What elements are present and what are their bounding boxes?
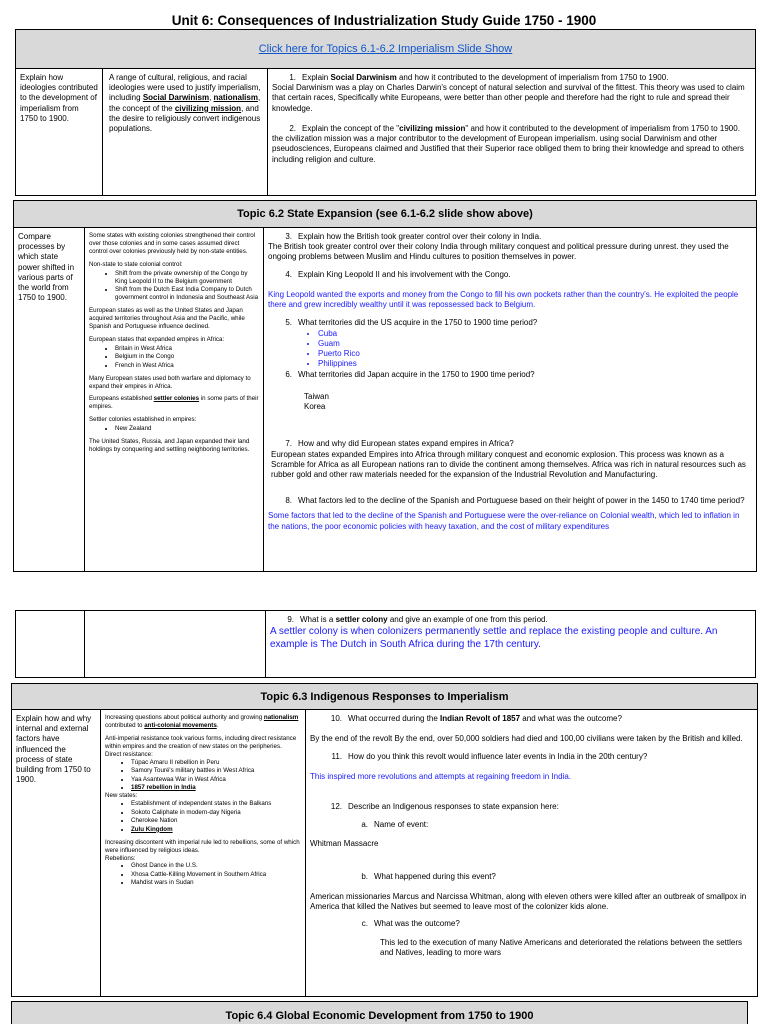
answer-1: Social Darwinism was a play on Charles Darwin's concept of natural selection and survival of the fittest. This theory was used to claim that certain races, Specifically white Europeans, were better than other people and therefore had the right to rule and spread their knowledge. bbox=[272, 83, 745, 113]
answer-7: European states expanded Empires into Africa through military conquest and economic explosion. This process was known as a Scramble for Africa as all European nations ran to divide the continent among themselves. Africa was rich in natural resources such as rubber gold and other raw materials needed for the expansion of the Industrial Revolution and Manufacturing. bbox=[271, 449, 746, 479]
question-1: 1. Explain Social Darwinism and how it contributed to the development of imperialism from 1750 to 1900. bbox=[289, 73, 669, 82]
question-7: 7. How and why did European states expand empires in Africa? bbox=[285, 439, 514, 449]
new-states-list: • Establishment of independent states in the Balkans • Sokoto Caliphate in modern-day Nigeria • Cherokee Nation • Zulu Kingdom bbox=[131, 800, 301, 833]
topic-6-4-header: Topic 6.4 Global Economic Development from 1750 to 1900 bbox=[12, 1002, 747, 1024]
topic-6-1-row bbox=[16, 69, 755, 195]
settler-colony-table bbox=[15, 610, 756, 678]
question-2: 2. Explain the concept of the "civilizing mission" and how it contributed to the development of imperialism from 1750 to 1900. bbox=[289, 123, 740, 133]
learning-objective: Compare processes by which state power shifted in various parts of the world from 1750 to 1900. bbox=[14, 228, 85, 571]
answer-5-list: • Cuba • Guam • Puerto Rico • Philippines bbox=[318, 329, 752, 370]
answers-6-1 bbox=[268, 69, 755, 195]
question-12c: c. What was the outcome? bbox=[361, 919, 460, 929]
key-concept: Some states with existing colonies strengthened their control over those colonies and in some cases assumed direct control over colonies previously held by non-state entities. Non-state to state colonial control: • Shift from the private ownership of the Congo by King Leopold II to the Belgium government • Shift from the Dutch East India Company to Dutch government control in Indonesia and Southeast Asia European states as well as the United States and Japan acquired territories throughout Asia and the Pacific, while Spanish and Portuguese influence declined. European states that expanded empires in Africa: • Britain in West Africa • Belgium in the Congo • French in West Africa Many European states used both warfare and diplomacy to expand their empires in Africa. Europeans established settler colonies in some parts of their empires. Settler colonies established in empires: • New Zealand The United States, Russia, and Japan expanded their land holdings by conquering and settling neighboring territories. bbox=[85, 228, 264, 571]
answer-2: the civilization mission was a major contributor to the development of European imperialism. using social Darwinism and other pseudosciences, Europeans claimed and Justified that their Superior race obliged them to bring their knowledge and spread to others including religion and culture. bbox=[272, 134, 744, 164]
topic-6-2-header: Topic 6.2 State Expansion (see 6.1-6.2 slide show above) bbox=[14, 201, 756, 228]
social-darwinism-term: Social Darwinism bbox=[142, 93, 210, 103]
question-6: 6. What territories did Japan acquire in the 1750 to 1900 time period? bbox=[285, 369, 535, 379]
topic-6-3-header: Topic 6.3 Indigenous Responses to Imperialism bbox=[12, 684, 757, 710]
key-concept: A range of cultural, religious, and racial ideologies were used to justify imperialism, including Social Darwinism, nationalism, the concept of the civilizing mission, and the desire to religiously convert indigenous populations. bbox=[103, 69, 268, 195]
empty-cell bbox=[16, 611, 85, 677]
topic-6-2-row bbox=[14, 228, 756, 571]
answer-3: The British took greater control over their colony India through military conquest and political pressure during unrest. they used the ongoing problems between Muslim and Hindu cultures to position themselves in power. bbox=[268, 242, 729, 262]
civilizing-mission-term: civilizing mission bbox=[174, 103, 242, 113]
page-title: Unit 6: Consequences of Industrialization Study Guide 1750 - 1900 bbox=[171, 13, 597, 28]
settler-colonies-list: • New Zealand bbox=[115, 425, 259, 433]
topic-6-3-table bbox=[11, 683, 758, 997]
empty-cell bbox=[85, 611, 266, 677]
slideshow-link-row bbox=[16, 30, 755, 69]
answers-6-2 bbox=[264, 228, 756, 571]
answer-6: Taiwan Korea bbox=[304, 391, 329, 412]
answer-10: By the end of the revolt By the end, over 50,000 soldiers had died and 100,00 civilians were taken by the British and killed. bbox=[310, 734, 743, 744]
settler-colony-row bbox=[16, 611, 755, 677]
nationalism-term: nationalism bbox=[213, 93, 258, 103]
answer-9: A settler colony is when colonizers permanently settle and replace the existing people and culture. An example is The Dutch in South Africa during the 17th century. bbox=[270, 626, 718, 651]
learning-objective: Explain how and why internal and external factors have influenced the process of state building from 1750 to 1900. bbox=[12, 710, 101, 996]
answer-11: This inspired more revolutions and attempts at regaining freedom in India. bbox=[310, 771, 572, 781]
direct-resistance-list: • Túpac Amaru II rebellion in Peru • Samory Touré's military battles in West Africa • Yaa Asantewaa War in West Africa • 1857 rebellion in India bbox=[131, 759, 301, 792]
question-12b: b. What happened during this event? bbox=[361, 871, 496, 881]
topic-6-3-row bbox=[12, 710, 757, 996]
question-10: 10. What occurred during the Indian Revolt of 1857 and what was the outcome? bbox=[330, 714, 622, 723]
answer-12b: American missionaries Marcus and Narcissa Whitman, along with eleven others were killed after an outbreak of smallpox in America that killed the Natives but seemed to leave most of the colonizer kids alone. bbox=[310, 891, 747, 912]
answer-12a: Whitman Massacre bbox=[310, 839, 379, 849]
question-5: 5. What territories did the US acquire in the 1750 to 1900 time period? bbox=[285, 318, 538, 328]
nationalism-term: nationalism bbox=[263, 714, 299, 721]
settler-colonies-term: settler colonies bbox=[153, 395, 200, 403]
topic-6-1-table bbox=[15, 29, 756, 196]
question-9: 9. What is a settler colony and give an example of one from this period. bbox=[287, 615, 548, 624]
answer-12c: This led to the execution of many Native Americans and deteriorated the relations between the settlers and Natives, leading to more wars bbox=[380, 937, 742, 957]
answer-8: Some factors that led to the decline of the Spanish and Portuguese were the over-reliance on Colonial wealth, which led to inflation in the nations, the poor economic policies with heavy taxation, and the cost of military expenditures bbox=[268, 511, 740, 531]
answers-6-3 bbox=[306, 710, 757, 996]
rebellions-list: • Ghost Dance in the U.S. • Xhosa Cattle-Killing Movement in Southern Africa • Mahdist wars in Sudan bbox=[131, 862, 301, 887]
answers-settler bbox=[266, 611, 755, 677]
non-state-list: • Shift from the private ownership of the Congo by King Leopold II to the Belgium government • Shift from the Dutch East India Company to Dutch government control in Indonesia and Southeast Asia bbox=[115, 270, 259, 302]
slideshow-link[interactable]: Click here for Topics 6.1-6.2 Imperialism Slide Show bbox=[258, 43, 513, 55]
answer-4: King Leopold wanted the exports and money from the Congo to fill his own pockets rather than the country's. He exploited the people there and grew incredibly wealthy until it was repossessed back to Belgium. bbox=[268, 289, 739, 310]
anti-colonial-term: anti-colonial movements bbox=[144, 721, 217, 729]
topic-6-2-table bbox=[13, 200, 757, 572]
question-11: 11. How do you think this revolt would influence later events in India in the 20th century? bbox=[331, 752, 648, 762]
topic-6-4-table bbox=[11, 1001, 748, 1024]
question-8: 8. What factors led to the decline of the Spanish and Portuguese based on their height of power in the 1450 to 1740 time period? bbox=[285, 496, 745, 506]
africa-empires-list: • Britain in West Africa • Belgium in the Congo • French in West Africa bbox=[115, 345, 259, 370]
learning-objective: Explain how ideologies contributed to the development of imperialism from 1750 to 1900. bbox=[16, 69, 103, 195]
question-3: 3. Explain how the British took greater control over their colony in India. bbox=[285, 232, 542, 241]
question-4: 4. Explain King Leopold II and his involvement with the Congo. bbox=[285, 269, 511, 279]
question-12a: a. Name of event: bbox=[361, 820, 429, 830]
key-concept: Increasing questions about political authority and growing nationalism contributed to anti-colonial movements. Anti-imperial resistance took various forms, including direct resistance within empires and the creation of new states on the peripheries. Direct resistance: • Túpac Amaru II rebellion in Peru • Samory Touré's military battles in West Africa • Yaa Asantewaa War in West Africa • 1857 rebellion in India New states: • Establishment of independent states in the Balkans • Sokoto Caliphate in modern-day Nigeria • Cherokee Nation • Zulu Kingdom Increasing discontent with imperial rule led to rebellions, some of which were influenced by religious ideas. Rebellions: • Ghost Dance in the U.S. • Xhosa Cattle-Killing Movement in Southern Africa • Mahdist wars in Sudan bbox=[101, 710, 306, 996]
question-12: 12. Describe an Indigenous responses to state expansion here: bbox=[330, 801, 559, 811]
